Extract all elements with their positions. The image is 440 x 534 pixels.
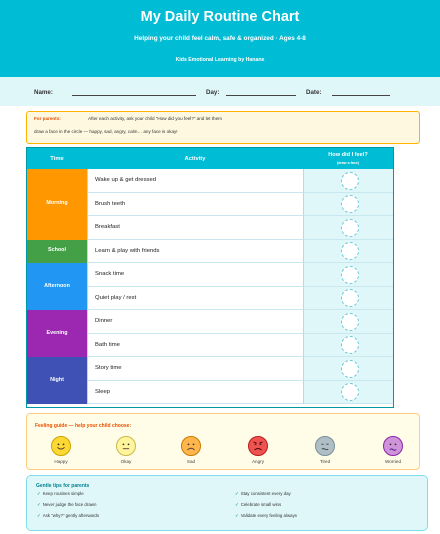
activity-cell: Wake up & get dressed (87, 169, 303, 193)
info-fields-row (0, 77, 440, 106)
feeling-label: Angry (251, 459, 264, 464)
feeling-label: Happy (54, 459, 68, 464)
tip-text: Never judge the face drawn (42, 502, 97, 507)
tip-item (37, 513, 99, 519)
day-label: Day: (206, 89, 220, 96)
feeling-cell (303, 216, 393, 240)
tip-item (235, 491, 291, 497)
parents-note-line1: After each activity, ask your child “How did you feel?” and let them (88, 116, 222, 121)
date-field[interactable] (332, 95, 390, 96)
draw-face-circle[interactable] (341, 195, 359, 213)
feeling-cell (303, 381, 393, 405)
time-cell-night (27, 357, 87, 404)
time-cell-morning (27, 169, 87, 240)
activity-cell: Bath time (87, 334, 303, 358)
header-activity: Activity (184, 156, 206, 162)
routine-table (26, 147, 394, 408)
time-label: School (48, 247, 66, 254)
feeling-cell (303, 240, 393, 264)
time-label: Afternoon (44, 282, 70, 289)
tired-face-icon (315, 436, 335, 456)
draw-face-circle[interactable] (341, 219, 359, 237)
checkmark-icon: ✓ (235, 513, 239, 518)
checkmark-icon: ✓ (37, 491, 41, 496)
okay-face-icon (116, 436, 136, 456)
worried-face-icon (383, 436, 403, 456)
activity-cell: Snack time (87, 263, 303, 287)
tip-text: Stay consistent every day (240, 491, 291, 496)
tip-text: Ask “why?” gently afterwards (42, 513, 100, 518)
tip-text: Validate every feeling always (240, 513, 297, 518)
feeling-cell (303, 263, 393, 287)
table-header (27, 148, 393, 169)
time-label: Evening (46, 329, 68, 336)
activity-cell: Quiet play / rest (87, 287, 303, 311)
feeling-cell (303, 310, 393, 334)
feeling-cell (303, 193, 393, 217)
feeling-label: Tired (319, 459, 331, 464)
day-field[interactable] (226, 95, 296, 96)
time-cell-evening (27, 310, 87, 357)
checkmark-icon: ✓ (37, 513, 41, 518)
activity-cell: Story time (87, 357, 303, 381)
activity-cell: Brush teeth (87, 193, 303, 217)
activity-cell: Dinner (87, 310, 303, 334)
draw-face-circle[interactable] (341, 289, 359, 307)
page-subtitle: Helping your child feel calm, safe & organized · Ages 4-8 (134, 35, 306, 42)
feeling-guide-title: Feeling guide — help your child choose: (35, 423, 132, 429)
happy-face-icon (51, 436, 71, 456)
draw-face-circle[interactable] (341, 242, 359, 260)
tips-title: Gentle tips for parents (36, 483, 90, 489)
feeling-cell (303, 334, 393, 358)
name-field[interactable] (72, 95, 196, 96)
draw-face-circle[interactable] (341, 172, 359, 190)
tip-text: Keep routines simple (42, 491, 84, 496)
header-time: Time (50, 156, 64, 162)
feeling-label: Worried (385, 459, 401, 464)
tip-text: Celebrate small wins (240, 502, 282, 507)
tip-item (235, 502, 281, 508)
header-feel-hint: (draw a face) (337, 161, 359, 165)
feeling-cell (303, 169, 393, 193)
date-label: Date: (306, 89, 322, 96)
time-label: Morning (46, 200, 68, 207)
time-cell-school (27, 240, 87, 264)
tip-item (37, 491, 84, 497)
checkmark-icon: ✓ (235, 502, 239, 507)
name-label: Name: (34, 89, 53, 96)
parents-note-line2: draw a face in the circle — happy, sad, angry, calm… any face is okay! (34, 129, 178, 134)
draw-face-circle[interactable] (341, 266, 359, 284)
parents-note-label: For parents: (34, 116, 61, 121)
tip-item (37, 502, 96, 508)
activity-cell: Breakfast (87, 216, 303, 240)
sad-face-icon (181, 436, 201, 456)
draw-face-circle[interactable] (341, 383, 359, 401)
checkmark-icon: ✓ (37, 502, 41, 507)
angry-face-icon (248, 436, 268, 456)
feeling-cell (303, 287, 393, 311)
brand-line: Kids Emotional Learning by Hanane (175, 57, 265, 63)
draw-face-circle[interactable] (341, 313, 359, 331)
feeling-cell (303, 357, 393, 381)
page-title: My Daily Routine Chart (140, 9, 300, 25)
header-banner (0, 0, 440, 77)
feeling-label: Okay (120, 459, 132, 464)
feeling-guide (26, 413, 420, 470)
checkmark-icon: ✓ (235, 491, 239, 496)
time-cell-afternoon (27, 263, 87, 310)
activity-cell: Learn & play with friends (87, 240, 303, 264)
tip-item (235, 513, 297, 519)
time-label: Night (50, 376, 64, 383)
activity-cell: Sleep (87, 381, 303, 405)
parents-note (26, 111, 420, 144)
header-feel: How did I feel? (328, 152, 368, 158)
draw-face-circle[interactable] (341, 336, 359, 354)
parent-tips (26, 475, 428, 531)
feeling-label: Sad (186, 459, 196, 464)
draw-face-circle[interactable] (341, 360, 359, 378)
